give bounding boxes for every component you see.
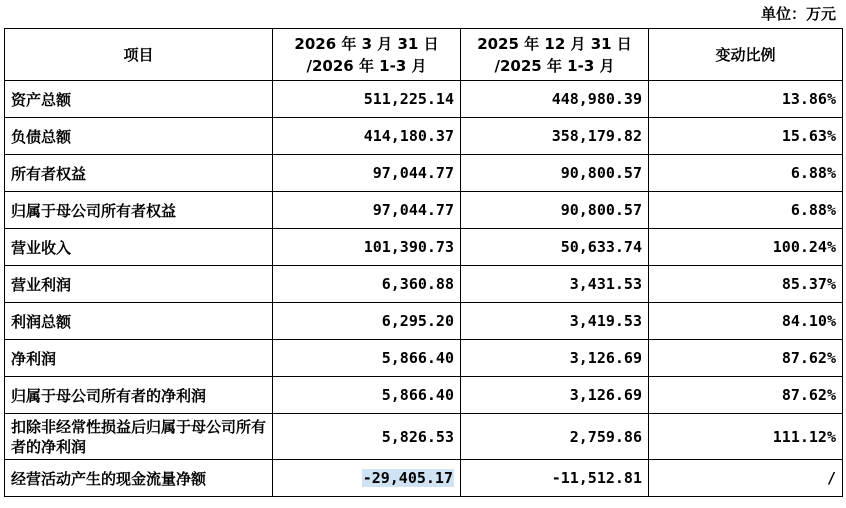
row-change: 87.62% xyxy=(649,340,843,377)
header-2025 xyxy=(461,29,649,81)
header-2026 xyxy=(273,29,461,81)
row-value-2026: 5,826.53 xyxy=(273,414,461,460)
header-2026-line1: 2026 年 3 月 31 日 xyxy=(294,34,439,53)
header-2025-line1: 2025 年 12 月 31 日 xyxy=(477,34,632,53)
row-item: 营业收入 xyxy=(5,229,273,266)
table-row xyxy=(5,155,843,192)
row-value-2026: 101,390.73 xyxy=(273,229,461,266)
row-value-2026: 5,866.40 xyxy=(273,340,461,377)
row-value-2026: 5,866.40 xyxy=(273,377,461,414)
row-value-2025: 448,980.39 xyxy=(461,81,649,118)
row-value-2025: 358,179.82 xyxy=(461,118,649,155)
row-value-2026: 6,295.20 xyxy=(273,303,461,340)
table-row xyxy=(5,81,843,118)
row-item: 经营活动产生的现金流量净额 xyxy=(5,460,273,497)
row-item: 营业利润 xyxy=(5,266,273,303)
row-value-2026: 6,360.88 xyxy=(273,266,461,303)
row-value-2025: 90,800.57 xyxy=(461,192,649,229)
table-row xyxy=(5,118,843,155)
header-change: 变动比例 xyxy=(649,29,843,81)
table-row xyxy=(5,303,843,340)
financial-summary-table xyxy=(4,28,843,497)
row-change: 100.24% xyxy=(649,229,843,266)
row-change: 6.88% xyxy=(649,192,843,229)
selected-text-highlight[interactable]: -29,405.17 xyxy=(362,469,453,487)
table-row xyxy=(5,266,843,303)
row-item: 资产总额 xyxy=(5,81,273,118)
row-change: 111.12% xyxy=(649,414,843,460)
row-value-2025: 3,431.53 xyxy=(461,266,649,303)
table-header-row xyxy=(5,29,843,81)
row-value-2026-cell xyxy=(273,460,461,497)
table-row xyxy=(5,377,843,414)
row-value-2026: 414,180.37 xyxy=(273,118,461,155)
row-value-2025: 3,126.69 xyxy=(461,340,649,377)
table-row xyxy=(5,460,843,497)
header-item: 项目 xyxy=(5,29,273,81)
row-change: 15.63% xyxy=(649,118,843,155)
row-value-2026: 97,044.77 xyxy=(273,155,461,192)
row-value-2025: -11,512.81 xyxy=(461,460,649,497)
row-change: / xyxy=(649,460,843,497)
row-change: 87.62% xyxy=(649,377,843,414)
row-change: 85.37% xyxy=(649,266,843,303)
row-value-2026: 511,225.14 xyxy=(273,81,461,118)
row-item: 扣除非经常性损益后归属于母公司所有者的净利润 xyxy=(5,414,273,460)
row-item: 净利润 xyxy=(5,340,273,377)
row-change: 84.10% xyxy=(649,303,843,340)
table-row xyxy=(5,229,843,266)
row-change: 6.88% xyxy=(649,155,843,192)
row-item: 归属于母公司所有者权益 xyxy=(5,192,273,229)
unit-label: 单位：万元 xyxy=(760,5,836,23)
row-value-2025: 3,126.69 xyxy=(461,377,649,414)
row-item: 利润总额 xyxy=(5,303,273,340)
row-change: 13.86% xyxy=(649,81,843,118)
header-2026-line2: /2026 年 1-3 月 xyxy=(306,56,427,75)
table-row xyxy=(5,414,843,460)
row-value-2025: 50,633.74 xyxy=(461,229,649,266)
row-item: 归属于母公司所有者的净利润 xyxy=(5,377,273,414)
row-value-2026: 97,044.77 xyxy=(273,192,461,229)
row-item: 所有者权益 xyxy=(5,155,273,192)
table-row xyxy=(5,340,843,377)
row-item: 负债总额 xyxy=(5,118,273,155)
row-value-2025: 3,419.53 xyxy=(461,303,649,340)
row-value-2025: 2,759.86 xyxy=(461,414,649,460)
row-value-2025: 90,800.57 xyxy=(461,155,649,192)
table-row xyxy=(5,192,843,229)
header-2025-line2: /2025 年 1-3 月 xyxy=(494,56,615,75)
